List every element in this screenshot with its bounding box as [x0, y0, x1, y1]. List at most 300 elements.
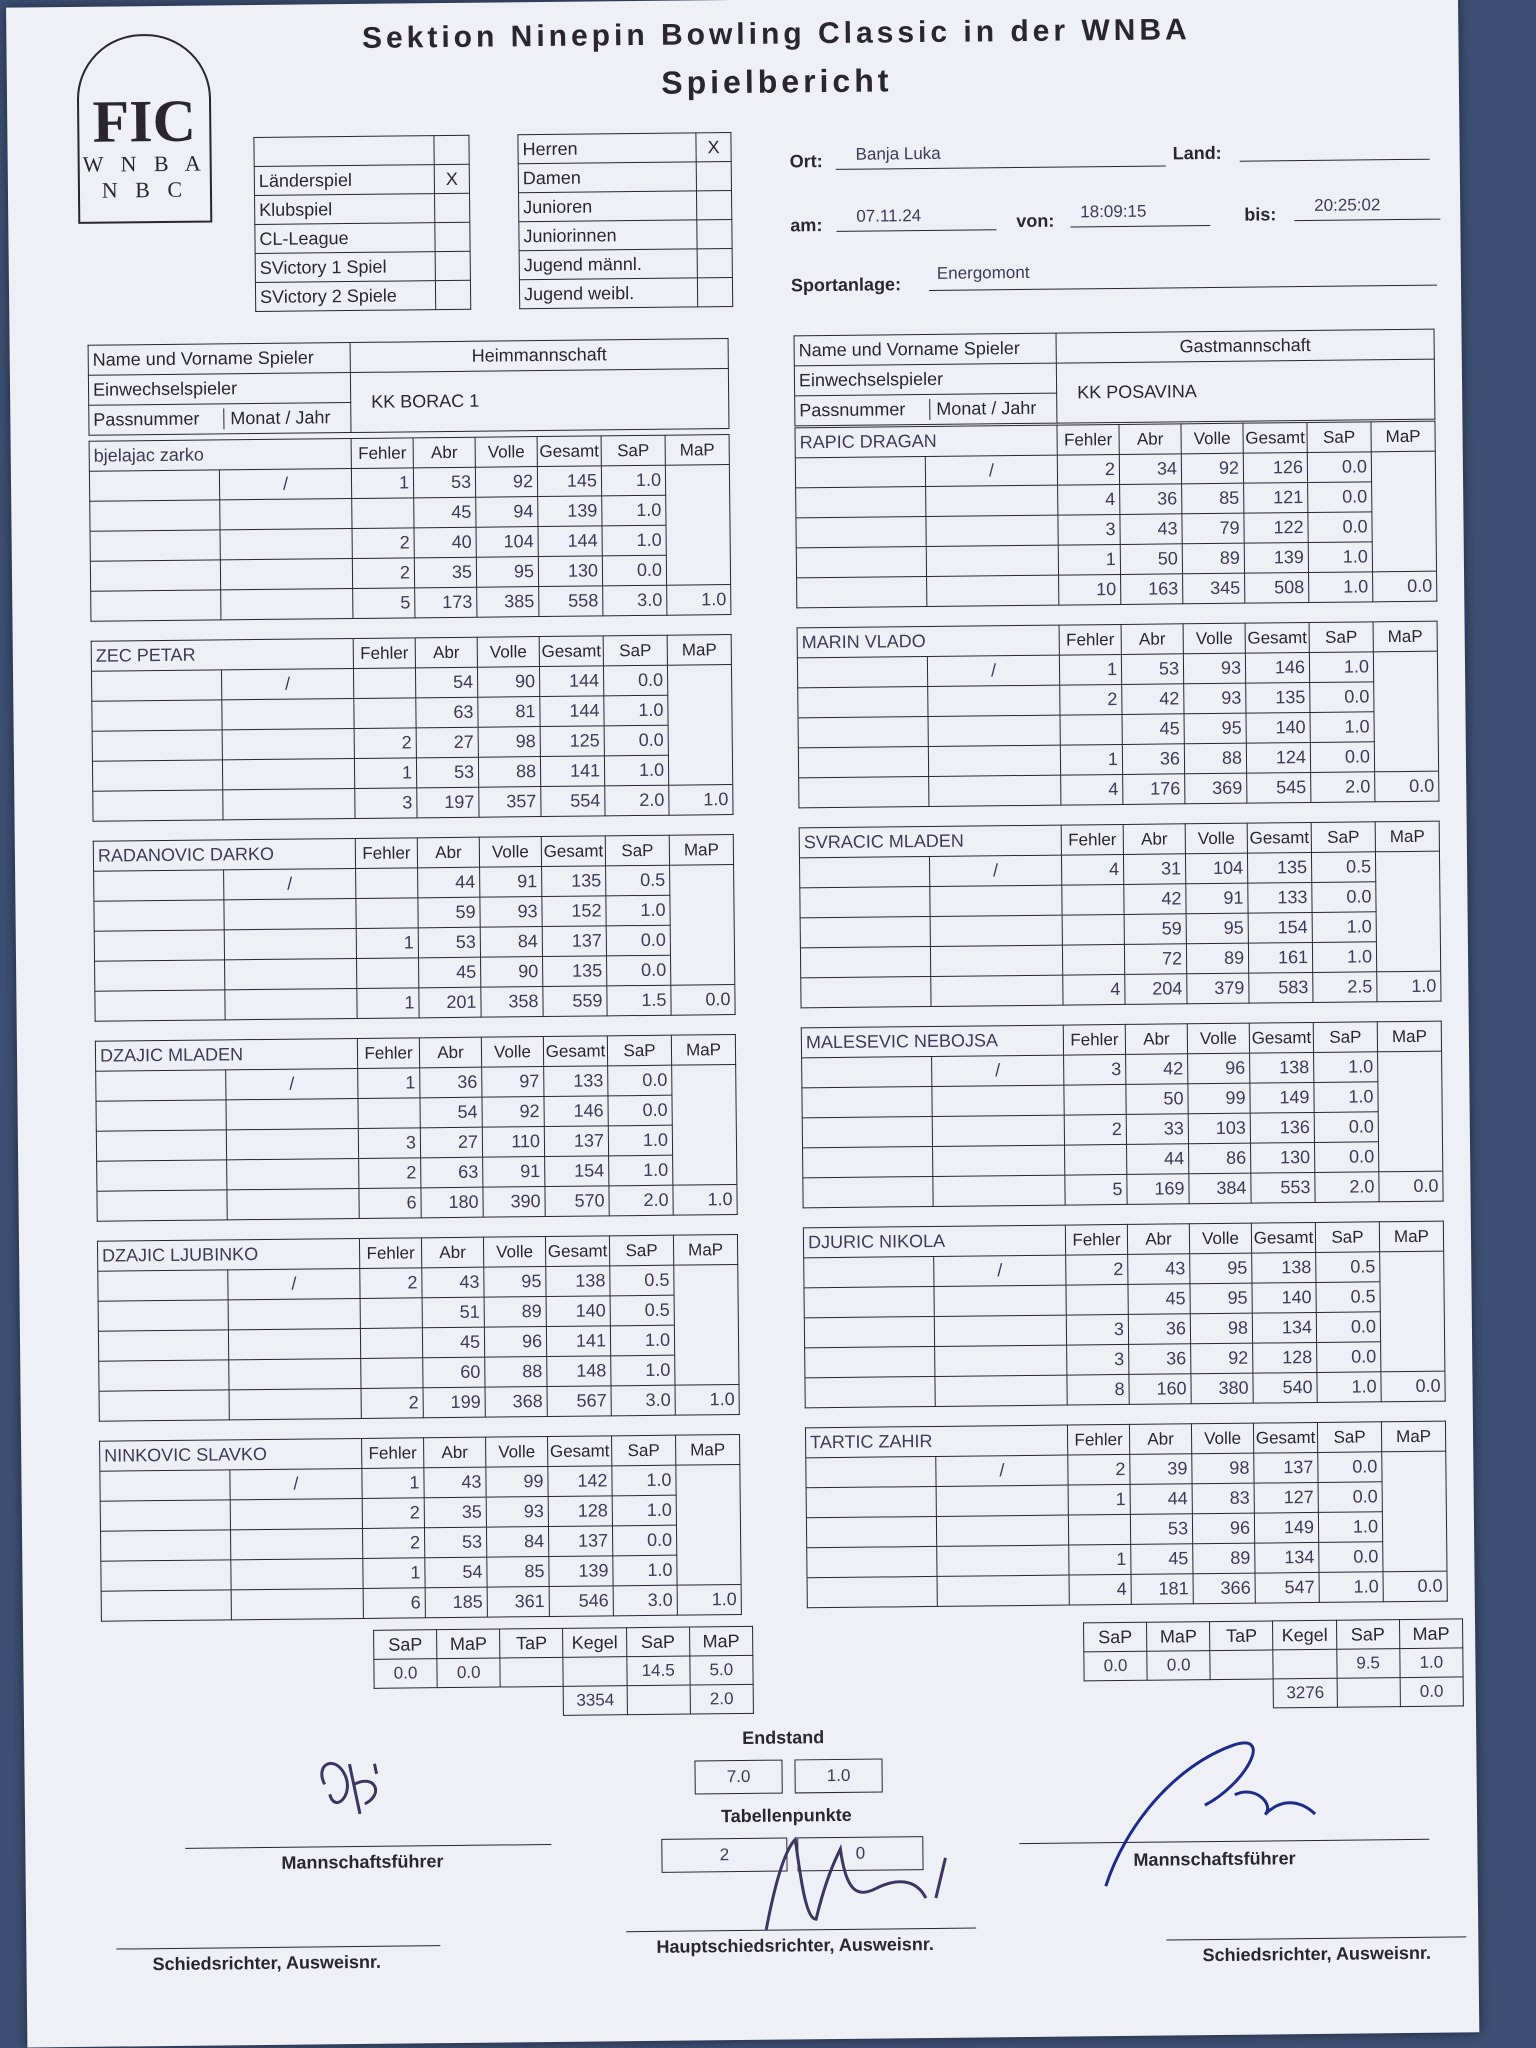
gesamt-cell: 144: [538, 526, 602, 557]
volle-cell: 385: [477, 587, 539, 618]
sap-cell: 1.0: [608, 1125, 672, 1156]
sap-cell: 0.0: [1310, 742, 1374, 773]
column-header: MaP: [669, 835, 733, 866]
fehler-cell: [1068, 1514, 1130, 1545]
column-header: Volle: [1181, 423, 1243, 454]
abr-cell: 50: [1120, 544, 1182, 575]
column-header: Abr: [415, 637, 477, 668]
gesamt-cell: 133: [544, 1066, 608, 1097]
volle-cell: 104: [1185, 853, 1247, 884]
abr-cell: 53: [413, 467, 475, 498]
map-cell: 0.0: [1379, 1171, 1443, 1202]
player-block: [794, 421, 1437, 609]
sum-col-header: MaP: [1147, 1622, 1210, 1652]
sum-map-total: 5.0: [690, 1655, 754, 1685]
column-header: Volle: [1191, 1423, 1253, 1454]
gesamt-cell: 139: [1244, 542, 1308, 573]
game-row: / 54 90 144 0.0: [91, 665, 731, 702]
column-header: Fehler: [1063, 1024, 1125, 1055]
fehler-cell: 1: [1068, 1484, 1130, 1515]
volle-cell: 88: [485, 1357, 547, 1388]
volle-cell: 110: [482, 1127, 544, 1158]
fehler-cell: [360, 1328, 422, 1359]
column-header: Abr: [1129, 1424, 1191, 1455]
volle-cell: 83: [1192, 1483, 1254, 1514]
map-cell: [1381, 1341, 1445, 1372]
gesamt-cell: 554: [541, 786, 605, 817]
abr-cell: 43: [1128, 1254, 1190, 1285]
map-cell: 0.0: [1383, 1571, 1447, 1602]
checkbox[interactable]: [697, 220, 732, 249]
sportanlage-field[interactable]: Energomont: [929, 259, 1437, 291]
map-cell: [1376, 911, 1440, 942]
column-header: Fehler: [1057, 424, 1119, 455]
column-header: Fehler: [1067, 1424, 1129, 1455]
fehler-cell: [1062, 914, 1124, 945]
abr-cell: 53: [424, 1527, 486, 1558]
map-cell: [672, 1065, 736, 1096]
sap-cell: 1.0: [602, 525, 666, 556]
column-header: Abr: [1127, 1224, 1189, 1255]
abr-cell: 53: [1121, 654, 1183, 685]
column-header: SaP: [1309, 622, 1373, 653]
volle-cell: 89: [1182, 543, 1244, 574]
category-row: Herren X: [518, 133, 731, 164]
fehler-cell: [1066, 1284, 1128, 1315]
map-cell: [668, 725, 732, 756]
abr-cell: 169: [1127, 1174, 1189, 1205]
map-cell: 1.0: [1377, 971, 1441, 1002]
total-row: [807, 1571, 1447, 1608]
abr-cell: 54: [415, 667, 477, 698]
map-cell: [1373, 651, 1437, 682]
abr-cell: 180: [421, 1187, 483, 1218]
gesamt-cell: 540: [1253, 1372, 1317, 1403]
column-header: Volle: [1183, 623, 1245, 654]
map-cell: [672, 1095, 736, 1126]
gesamt-cell: 139: [538, 496, 602, 527]
column-header: Gesamt: [545, 1236, 609, 1267]
column-header: Gesamt: [541, 836, 605, 867]
logo-line-2: N B C: [101, 176, 189, 203]
column-header: Volle: [479, 837, 541, 868]
volle-cell: 384: [1189, 1173, 1251, 1204]
player-name: DZAJIC LJUBINKO: [97, 1238, 359, 1271]
map-cell: [674, 1325, 738, 1356]
fehler-cell: 4: [1061, 854, 1123, 885]
volle-cell: 95: [484, 1267, 546, 1298]
sap-cell: 0.0: [1317, 1342, 1381, 1373]
volle-cell: 89: [1186, 943, 1248, 974]
gesamt-cell: 148: [547, 1356, 611, 1387]
sap-cell: 1.0: [609, 1155, 673, 1186]
sap-cell: 1.0: [1314, 1052, 1378, 1083]
column-header: MaP: [1375, 821, 1439, 852]
volle-cell: 358: [481, 987, 543, 1018]
guest-captain-signature: [1084, 1723, 1366, 1896]
column-header: Fehler: [362, 1438, 424, 1469]
checkbox[interactable]: [435, 280, 470, 309]
column-header: Abr: [1121, 624, 1183, 655]
volle-cell: 86: [1189, 1143, 1251, 1174]
fehler-cell: 1: [1059, 654, 1121, 685]
fehler-cell: 4: [1063, 974, 1125, 1005]
fehler-cell: 1: [1069, 1544, 1131, 1575]
abr-cell: 53: [1130, 1514, 1192, 1545]
fehler-cell: 10: [1059, 574, 1121, 605]
abr-cell: 185: [425, 1587, 487, 1618]
gesamt-cell: 137: [1254, 1452, 1318, 1483]
abr-cell: 39: [1130, 1454, 1192, 1485]
fehler-cell: [1065, 1144, 1127, 1175]
sap-cell: 0.0: [606, 925, 670, 956]
ort-field[interactable]: Banja Luka: [836, 141, 1166, 169]
map-cell: [672, 1125, 736, 1156]
fehler-cell: 3: [358, 1128, 420, 1159]
land-field[interactable]: [1239, 135, 1429, 162]
gesamt-cell: 125: [540, 726, 604, 757]
sum-sap: 0.0: [374, 1659, 437, 1689]
game-row: / 1 53 92 145 1.0: [89, 465, 729, 502]
match-type-row: CL-League: [255, 222, 470, 253]
sap-cell: 1.0: [604, 695, 668, 726]
abr-cell: 173: [415, 587, 477, 618]
map-cell: [1383, 1541, 1447, 1572]
volle-cell: 99: [486, 1467, 548, 1498]
checkbox[interactable]: [697, 278, 732, 307]
gesamt-cell: 144: [540, 696, 604, 727]
player-block: [91, 634, 734, 822]
abr-cell: 204: [1125, 974, 1187, 1005]
abr-cell: 43: [1120, 514, 1182, 545]
home-captain-label: Mannschaftsführer: [281, 1851, 444, 1873]
column-header: Fehler: [357, 1038, 419, 1069]
sum-col-header: MaP: [437, 1629, 500, 1659]
volle-cell: 93: [486, 1497, 548, 1528]
map-cell: 1.0: [667, 585, 731, 616]
volle-cell: 96: [1188, 1053, 1250, 1084]
sap-cell: 1.0: [1310, 712, 1374, 743]
logo-line-1: W N B A: [82, 150, 207, 177]
gesamt-cell: 139: [549, 1556, 613, 1587]
abr-cell: 51: [422, 1297, 484, 1328]
map-cell: [673, 1155, 737, 1186]
volle-cell: 92: [475, 467, 537, 498]
gesamt-cell: 152: [542, 896, 606, 927]
checkbox[interactable]: [696, 162, 731, 191]
checkbox[interactable]: X: [434, 164, 469, 193]
sub-label: Einwechselspieler: [88, 373, 350, 406]
map-cell: [675, 1355, 739, 1386]
gesamt-cell: 137: [544, 1126, 608, 1157]
volle-cell: 98: [1190, 1313, 1252, 1344]
fehler-cell: 1: [356, 928, 418, 959]
fehler-cell: [353, 668, 415, 699]
pass-label: Passnummer: [795, 399, 930, 421]
gesamt-cell: 553: [1251, 1172, 1315, 1203]
guest-team-header: [794, 329, 1436, 427]
column-header: Volle: [475, 437, 537, 468]
map-cell: [665, 465, 729, 496]
sap-cell: 0.0: [1316, 1312, 1380, 1343]
fehler-cell: 2: [1060, 684, 1122, 715]
monat-label: Monat / Jahr: [936, 397, 1037, 419]
checkbox[interactable]: [696, 191, 731, 220]
map-cell: [1372, 511, 1436, 542]
column-header: Abr: [413, 437, 475, 468]
category-row: Jugend weibl.: [519, 278, 732, 309]
volle-cell: 89: [484, 1297, 546, 1328]
map-cell: [1371, 451, 1435, 482]
bis-label: bis:: [1244, 204, 1277, 225]
gesamt-cell: 559: [543, 986, 607, 1017]
sum-kegel: [563, 1657, 626, 1687]
volle-cell: 95: [1186, 913, 1248, 944]
gesamt-cell: 130: [538, 556, 602, 587]
volle-cell: 84: [480, 927, 542, 958]
column-header: Fehler: [359, 1238, 421, 1269]
volle-cell: 89: [1193, 1543, 1255, 1574]
game-row: / 1 53 93 146 1.0: [797, 651, 1437, 688]
map-cell: [1382, 1481, 1446, 1512]
map-cell: [668, 695, 732, 726]
gesamt-cell: 546: [549, 1586, 613, 1617]
map-cell: 1.0: [669, 785, 733, 816]
gesamt-cell: 570: [545, 1186, 609, 1217]
gesamt-cell: 138: [1250, 1052, 1314, 1083]
sap-cell: 2.5: [1313, 972, 1377, 1003]
map-cell: [1372, 481, 1436, 512]
total-row: [803, 1171, 1443, 1208]
sap-cell: 1.0: [602, 495, 666, 526]
volle-cell: 91: [480, 867, 542, 898]
sap-cell: 0.0: [602, 555, 666, 586]
gesamt-cell: 135: [542, 866, 606, 897]
map-cell: [1378, 1111, 1442, 1142]
sap-cell: 1.0: [1318, 1512, 1382, 1543]
volle-cell: 90: [477, 667, 539, 698]
column-header: MaP: [673, 1235, 737, 1266]
abr-cell: 27: [420, 1127, 482, 1158]
fehler-cell: 5: [1065, 1174, 1127, 1205]
gesamt-cell: 138: [1252, 1252, 1316, 1283]
gesamt-cell: 149: [1254, 1512, 1318, 1543]
column-header: SaP: [609, 1235, 673, 1266]
sum-col-header: Kegel: [1273, 1620, 1336, 1650]
sap-cell: 0.0: [1308, 482, 1372, 513]
player-name: TARTIC ZAHIR: [805, 1425, 1067, 1458]
player-block: [93, 834, 736, 1022]
fehler-cell: 3: [1058, 514, 1120, 545]
gesamt-cell: 128: [548, 1496, 612, 1527]
player-block: [799, 821, 1442, 1009]
fehler-cell: [1060, 714, 1122, 745]
column-header: SaP: [612, 1435, 676, 1466]
gesamt-cell: 140: [1252, 1282, 1316, 1313]
sap-cell: 0.5: [1316, 1252, 1380, 1283]
sap-cell: 1.0: [601, 465, 665, 496]
map-cell: [677, 1554, 741, 1585]
map-cell: 1.0: [675, 1385, 739, 1416]
abr-cell: 50: [1126, 1084, 1188, 1115]
gesamt-cell: 146: [544, 1096, 608, 1127]
sap-cell: 1.0: [1309, 572, 1373, 603]
fehler-cell: 2: [352, 528, 414, 559]
match-type-row: Länderspiel X: [254, 164, 469, 195]
sap-cell: 2.0: [1315, 1172, 1379, 1203]
fehler-cell: [357, 958, 419, 989]
map-cell: 0.0: [1373, 571, 1437, 602]
volle-cell: 96: [484, 1327, 546, 1358]
endstand-guest: 1.0: [794, 1759, 882, 1794]
checkbox[interactable]: [435, 251, 470, 280]
column-header: Gesamt: [1253, 1422, 1317, 1453]
player-block: [89, 434, 732, 622]
player-name: SVRACIC MLADEN: [799, 825, 1061, 858]
gesamt-cell: 154: [545, 1156, 609, 1187]
total-row: [801, 971, 1441, 1008]
gesamt-cell: 140: [546, 1296, 610, 1327]
game-row: / 44 91 135 0.5: [94, 865, 734, 902]
fehler-cell: 6: [359, 1188, 421, 1219]
volle-cell: 91: [1186, 883, 1248, 914]
column-header: Fehler: [353, 638, 415, 669]
category-row: Juniorinnen: [519, 220, 732, 251]
column-header: Volle: [1185, 823, 1247, 854]
sum-col-header: MaP: [689, 1626, 753, 1656]
bis-field[interactable]: 20:25:02: [1294, 195, 1440, 222]
fehler-cell: [360, 1298, 422, 1329]
sportanlage-label: Sportanlage:: [790, 274, 902, 296]
category-table: [517, 132, 733, 309]
sap-cell: 0.0: [604, 725, 668, 756]
gesamt-cell: 508: [1245, 572, 1309, 603]
column-header: Fehler: [351, 438, 413, 469]
gesamt-cell: 126: [1243, 453, 1307, 484]
fehler-cell: [356, 868, 418, 899]
category-row: Damen: [518, 162, 731, 193]
am-field[interactable]: 07.11.24: [836, 205, 996, 232]
map-cell: [676, 1494, 740, 1525]
sum-tap: [1210, 1650, 1273, 1680]
checkbox[interactable]: X: [696, 133, 731, 162]
column-header: MaP: [1381, 1421, 1445, 1452]
sap-cell: 0.0: [1314, 1112, 1378, 1143]
gesamt-cell: 138: [546, 1266, 610, 1297]
column-header: Volle: [486, 1437, 548, 1468]
fehler-cell: 3: [355, 788, 417, 819]
map-cell: [670, 925, 734, 956]
volle-cell: 94: [476, 497, 538, 528]
fehler-cell: 2: [1068, 1454, 1130, 1485]
map-cell: [1382, 1451, 1446, 1482]
abr-cell: 42: [1122, 684, 1184, 715]
column-header: SaP: [1315, 1222, 1379, 1253]
map-cell: [666, 555, 730, 586]
abr-cell: 42: [1124, 884, 1186, 915]
sum-kegel: [1273, 1649, 1336, 1679]
score-sheet: [6, 0, 1479, 2047]
sap-cell: 0.0: [1318, 1482, 1382, 1513]
volle-cell: 88: [1184, 743, 1246, 774]
gesamt-cell: 149: [1250, 1082, 1314, 1113]
player-block: [99, 1434, 742, 1622]
sap-cell: 0.5: [610, 1295, 674, 1326]
gesamt-cell: 545: [1247, 772, 1311, 803]
sum-map-total: 1.0: [1400, 1648, 1464, 1678]
sum-sap-total: 14.5: [626, 1656, 689, 1686]
map-cell: [668, 755, 732, 786]
map-cell: [674, 1295, 738, 1326]
volle-cell: 357: [479, 787, 541, 818]
sap-cell: 1.0: [612, 1495, 676, 1526]
gesamt-cell: 133: [1248, 882, 1312, 913]
sap-cell: 0.0: [612, 1525, 676, 1556]
sap-cell: 0.0: [607, 955, 671, 986]
abr-cell: 176: [1123, 774, 1185, 805]
von-field[interactable]: 18:09:15: [1070, 201, 1210, 227]
sum-map: 0.0: [1147, 1651, 1210, 1681]
gesamt-cell: 121: [1244, 482, 1308, 513]
abr-cell: 45: [1128, 1284, 1190, 1315]
total-row: [93, 785, 733, 822]
checkbox[interactable]: [435, 222, 470, 251]
player-name: bjelajac zarko: [89, 439, 351, 472]
volle-cell: 99: [1188, 1083, 1250, 1114]
guest-referee-label: Schiedsrichter, Ausweisnr.: [1202, 1942, 1432, 1966]
sap-cell: 0.0: [1308, 512, 1372, 543]
player-name: MARIN VLADO: [797, 625, 1059, 658]
ort-label: Ort:: [789, 151, 823, 172]
sap-cell: 1.5: [607, 985, 671, 1016]
abr-cell: 36: [1129, 1344, 1191, 1375]
column-header: Volle: [481, 1037, 543, 1068]
column-header: Gesamt: [548, 1436, 612, 1467]
abr-cell: 199: [423, 1387, 485, 1418]
gesamt-cell: 130: [1250, 1142, 1314, 1173]
player-block: [797, 621, 1440, 809]
column-header: MaP: [676, 1434, 740, 1465]
volle-cell: 368: [485, 1387, 547, 1418]
fehler-cell: 4: [1061, 774, 1123, 805]
gesamt-cell: 547: [1255, 1572, 1319, 1603]
sap-cell: 0.5: [606, 865, 670, 896]
map-cell: [667, 665, 731, 696]
column-header: Fehler: [1059, 624, 1121, 655]
checkbox[interactable]: [435, 193, 470, 222]
map-cell: [1382, 1511, 1446, 1542]
total-row: [97, 1185, 737, 1222]
land-label: Land:: [1172, 142, 1222, 164]
abr-cell: 43: [424, 1467, 486, 1498]
gesamt-cell: 558: [539, 586, 603, 617]
abr-cell: 36: [1128, 1314, 1190, 1345]
player-name: RAPIC DRAGAN: [795, 425, 1057, 458]
sum-col-header: SaP: [626, 1627, 689, 1657]
game-row: / 3 42 96 138 1.0: [802, 1051, 1442, 1088]
column-header: Gesamt: [1245, 622, 1309, 653]
gesamt-cell: 140: [1246, 712, 1310, 743]
fehler-cell: [1062, 944, 1124, 975]
volle-cell: 97: [482, 1067, 544, 1098]
volle-cell: 104: [476, 527, 538, 558]
column-header: SaP: [1317, 1422, 1381, 1453]
map-cell: [1378, 1141, 1442, 1172]
checkbox[interactable]: [697, 249, 732, 278]
fehler-cell: 8: [1067, 1374, 1129, 1405]
abr-cell: 72: [1124, 944, 1186, 975]
gesamt-cell: 134: [1252, 1312, 1316, 1343]
